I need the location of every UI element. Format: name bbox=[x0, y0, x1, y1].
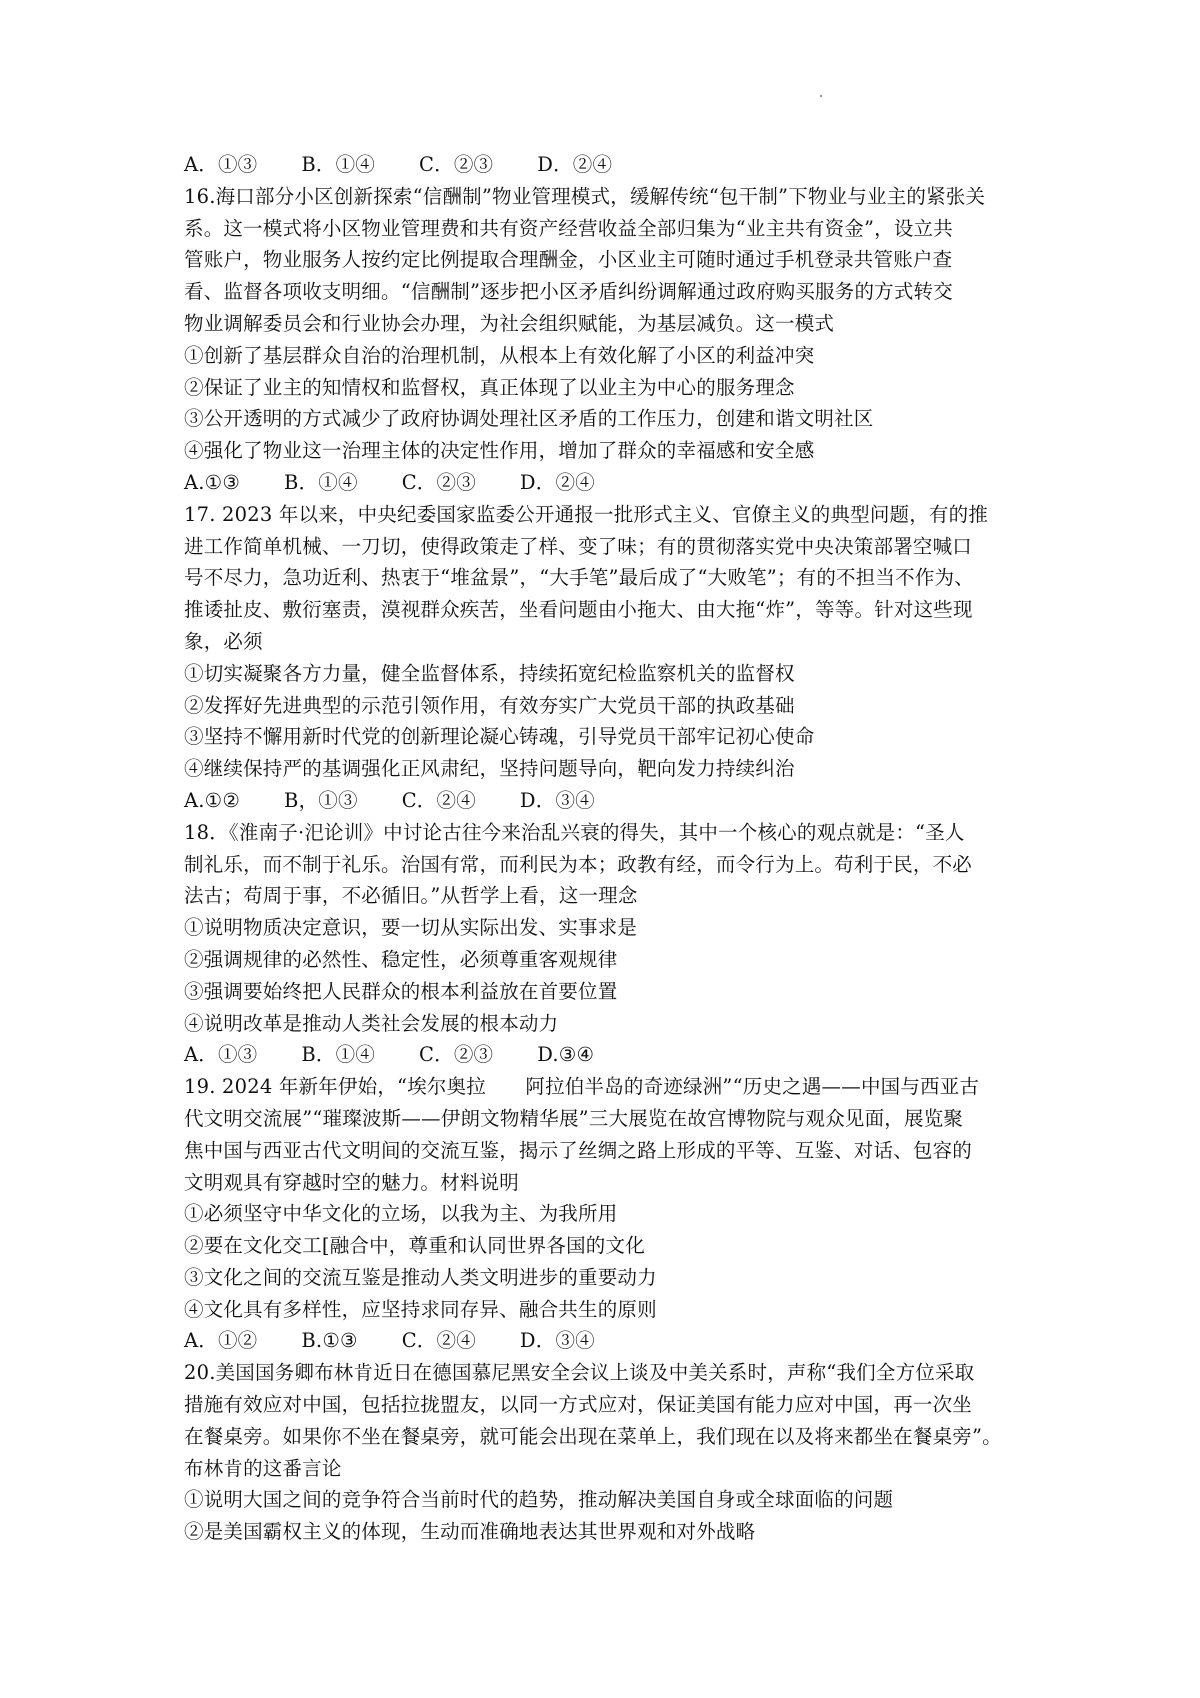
question-stem-line: 制礼乐，而不制于礼乐。治国有常，而利民为本；政教有经，而令行为上。苟利于民，不必 bbox=[184, 852, 973, 876]
option-a: A．①② bbox=[184, 1329, 258, 1353]
option-a: A．①③ bbox=[184, 153, 258, 176]
option-d: D．③④ bbox=[519, 1329, 595, 1353]
statement-2: ②强调规律的必然性、稳定性，必须尊重客观规律 bbox=[184, 947, 618, 971]
question-17 bbox=[184, 499, 1034, 817]
question-stem-line: 物业调解委员会和行业协会办理，为社会组织赋能，为基层减负。这一模式 bbox=[184, 311, 835, 335]
option-d: D.③④ bbox=[537, 1043, 595, 1067]
statement-3: ③强调要始终把人民群众的根本利益放在首要位置 bbox=[184, 979, 618, 1003]
statement-4: ④说明改革是推动人类社会发展的根本动力 bbox=[184, 1011, 559, 1035]
question-stem-line: 管账户，物业服务人按约定比例提取合理酬金，小区业主可随时通过手机登录共管账户查 bbox=[184, 248, 953, 272]
question-19 bbox=[184, 1071, 1034, 1357]
q16-options bbox=[184, 467, 1034, 499]
option-c: C．②④ bbox=[401, 788, 476, 812]
question-18 bbox=[184, 817, 1034, 1071]
question-stem-line: 系。这一模式将小区物业管理费和共有资产经营收益全部归集为“业主共有资金”，设立共 bbox=[184, 216, 953, 240]
question-stem-line: 推诿扯皮、敷衍塞责，漠视群众疾苦，坐看问题由小拖大、由大拖“炸”，等等。针对这些现 bbox=[184, 598, 973, 622]
option-a: A．①③ bbox=[184, 1043, 258, 1067]
statement-1: ①说明大国之间的竞争符合当前时代的趋势，推动解决美国自身或全球面临的问题 bbox=[184, 1488, 894, 1512]
question-stem-line: 象，必须 bbox=[184, 629, 263, 653]
q17-options bbox=[184, 785, 1034, 817]
statement-4: ④强化了物业这一治理主体的决定性作用，增加了群众的幸福感和安全感 bbox=[184, 439, 815, 463]
question-stem-line: 19. 2024 年新年伊始，“埃尔奥拉 阿拉伯半岛的奇迹绿洲”“历史之遇——中国与西亚古 bbox=[184, 1075, 980, 1099]
option-a: A.①③ bbox=[184, 470, 241, 494]
question-stem-line: 16.海口部分小区创新探索“信酬制”物业管理模式，缓解传统“包干制”下物业与业主的紧张关 bbox=[184, 184, 986, 208]
statement-2: ②发挥好先进典型的示范引领作用，有效夯实广大党员干部的执政基础 bbox=[184, 693, 795, 717]
statement-1: ①切实凝聚各方力量，健全监督体系，持续拓宽纪检监察机关的监督权 bbox=[184, 661, 795, 685]
option-b: B．①④ bbox=[301, 153, 376, 176]
option-b: B．①④ bbox=[301, 1043, 376, 1067]
option-b: B．①④ bbox=[284, 470, 358, 494]
question-stem-line: 20.美国国务卿布林肯近日在德国慕尼黑安全会议上谈及中美关系时，声称“我们全方位采取 bbox=[184, 1361, 975, 1385]
option-d: D．②④ bbox=[537, 153, 613, 176]
option-c: C．②③ bbox=[419, 1043, 494, 1067]
question-16 bbox=[184, 181, 1034, 499]
question-stem-line: 18．《淮南子·汜论训》中讨论古往今来治乱兴衰的得失，其中一个核心的观点就是：“圣人 bbox=[184, 820, 965, 844]
question-stem-line: 焦中国与西亚古代文明间的交流互鉴，揭示了丝绸之路上形成的平等、互鉴、对话、包容的 bbox=[184, 1138, 973, 1162]
statement-3: ③公开透明的方式减少了政府协调处理社区矛盾的工作压力，创建和谐文明社区 bbox=[184, 407, 874, 431]
exam-page bbox=[184, 149, 1034, 1548]
option-a: A.①② bbox=[184, 788, 241, 812]
option-c: C．②③ bbox=[401, 470, 476, 494]
statement-1: ①创新了基层群众自治的治理机制，从根本上有效化解了小区的利益冲突 bbox=[184, 343, 815, 367]
question-stem-line: 进工作简单机械、一刀切，使得政策走了样、变了味；有的贯彻落实党中央决策部署空喊口 bbox=[184, 534, 973, 558]
statement-1: ①必须坚守中华文化的立场，以我为主、为我所用 bbox=[184, 1202, 618, 1226]
question-stem-line: 布林肯的这番言论 bbox=[184, 1456, 342, 1480]
option-d: D．③④ bbox=[519, 788, 595, 812]
option-b: B.①③ bbox=[301, 1329, 358, 1353]
scan-speck bbox=[820, 95, 822, 97]
statement-1: ①说明物质决定意识，要一切从实际出发、实事求是 bbox=[184, 916, 638, 940]
statement-2: ②要在文化交工[融合中，尊重和认同世界各国的文化 bbox=[184, 1234, 645, 1258]
statement-3: ③文化之间的交流互鉴是推动人类文明进步的重要动力 bbox=[184, 1265, 657, 1289]
question-stem-line: 号不尽力，急功近利、热衷于“堆盆景”，“大手笔”最后成了“大败笔”；有的不担当不作为、 bbox=[184, 566, 974, 590]
question-stem-line: 法古；苟周于事，不必循旧。”从哲学上看，这一理念 bbox=[184, 884, 638, 908]
statement-4: ④文化具有多样性，应坚持求同存异、融合共生的原则 bbox=[184, 1297, 657, 1321]
question-stem-line: 文明观具有穿越时空的魅力。材料说明 bbox=[184, 1170, 519, 1194]
q19-options bbox=[184, 1325, 1034, 1357]
q18-options bbox=[184, 1039, 1034, 1071]
question-stem-line: 措施有效应对中国，包括拉拢盟友，以同一方式应对，保证美国有能力应对中国，再一次坐 bbox=[184, 1393, 973, 1417]
option-b: B，①③ bbox=[284, 788, 358, 812]
question-stem-line: 在餐桌旁。如果你不坐在餐桌旁，就可能会出现在菜单上，我们现在以及将来都坐在餐桌旁”。 bbox=[184, 1424, 1002, 1448]
question-stem-line: 17. 2023 年以来，中央纪委国家监委公开通报一批形式主义、官僚主义的典型问题，有的推 bbox=[184, 502, 989, 526]
option-c: C．②③ bbox=[419, 153, 494, 176]
statement-2: ②保证了业主的知情权和监督权，真正体现了以业主为中心的服务理念 bbox=[184, 375, 795, 399]
question-stem-line: 看、监督各项收支明细。“信酬制”逐步把小区矛盾纠纷调解通过政府购买服务的方式转交 bbox=[184, 280, 953, 304]
option-d: D．②④ bbox=[519, 470, 595, 494]
option-c: C．②④ bbox=[401, 1329, 476, 1353]
statement-4: ④继续保持严的基调强化正风肃纪，坚持问题导向，靶向发力持续纠治 bbox=[184, 757, 795, 781]
statement-3: ③坚持不懈用新时代党的创新理论凝心铸魂，引导党员干部牢记初心使命 bbox=[184, 725, 815, 749]
question-stem-line: 代文明交流展”“璀璨波斯——伊朗文物精华展”三大展览在故宫博物院与观众见面，展览聚 bbox=[184, 1106, 964, 1130]
q15-options bbox=[184, 149, 1034, 181]
statement-2: ②是美国霸权主义的体现，生动而准确地表达其世界观和对外战略 bbox=[184, 1520, 756, 1544]
question-20 bbox=[184, 1357, 1034, 1548]
